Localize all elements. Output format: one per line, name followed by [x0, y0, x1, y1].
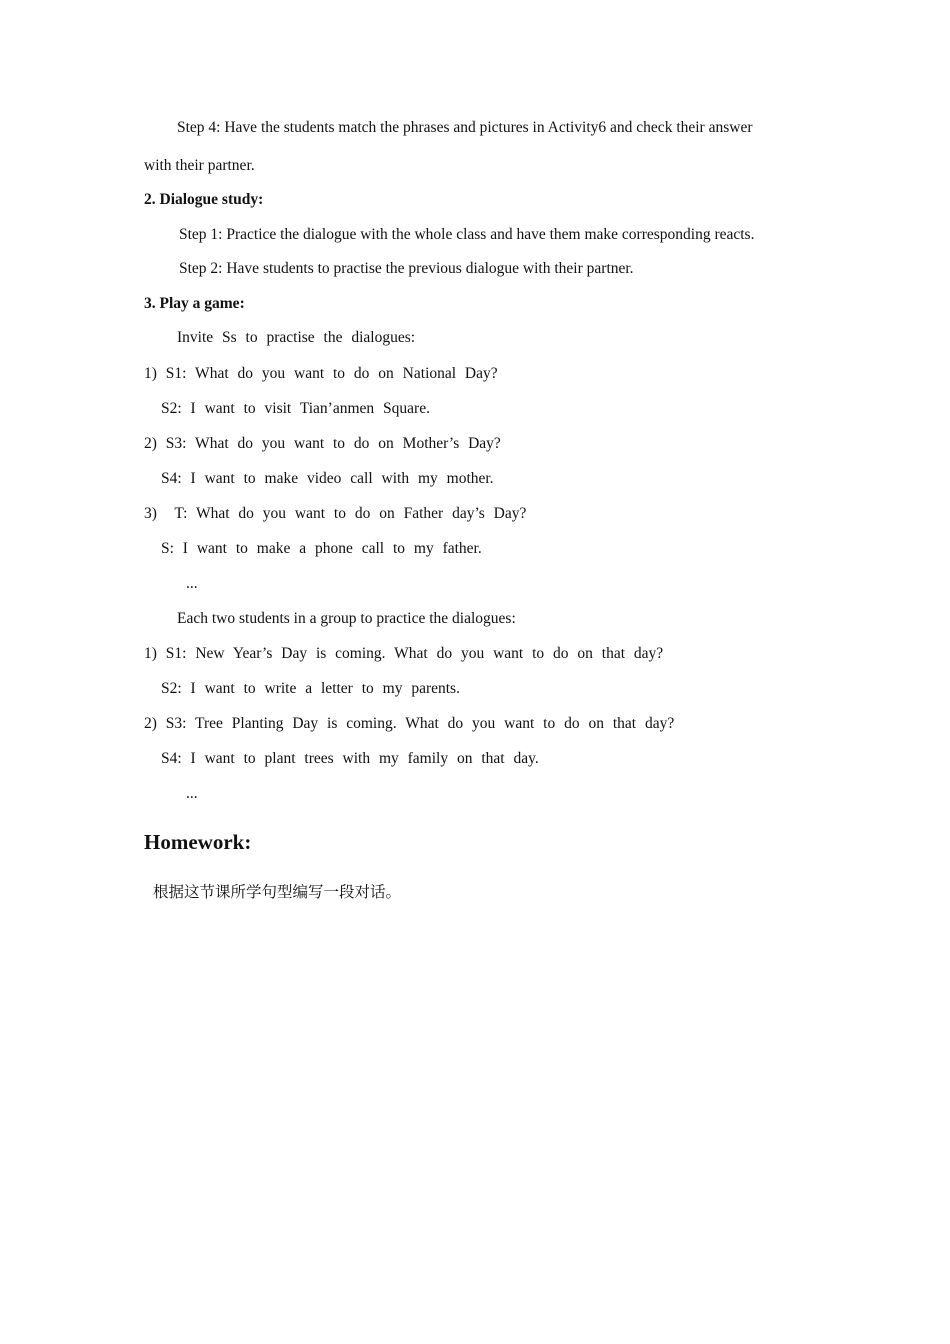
dialogue-2-question: 2) S3: What do you want to do on Mother’s Day? — [144, 435, 501, 452]
homework-heading: Homework: — [144, 830, 252, 854]
invite-instruction: Invite Ss to practise the dialogues: — [177, 329, 416, 346]
group-instruction: Each two students in a group to practice the dialogues: — [177, 610, 516, 627]
section-heading-dialogue-study: 2. Dialogue study: — [144, 191, 264, 208]
ellipsis-1: ... — [186, 575, 198, 592]
dialogue-3-question: 3) T: What do you want to do on Father day’s Day? — [144, 505, 527, 522]
group-dialogue-2-answer: S4: I want to plant trees with my family on that day. — [161, 750, 539, 767]
dialogue-1-answer: S2: I want to visit Tian’anmen Square. — [161, 400, 430, 417]
dialogue-3-answer: S: I want to make a phone call to my father. — [161, 540, 482, 557]
step4-line-1: Step 4: Have the students match the phrases and pictures in Activity6 and check their answer — [177, 119, 753, 136]
section-heading-play-a-game: 3. Play a game: — [144, 295, 245, 312]
dialogue-step-2: Step 2: Have students to practise the previous dialogue with their partner. — [179, 260, 634, 277]
step4-line-2: with their partner. — [144, 157, 255, 174]
group-dialogue-1-answer: S2: I want to write a letter to my parents. — [161, 680, 460, 697]
dialogue-step-1: Step 1: Practice the dialogue with the whole class and have them make corresponding reacts. — [179, 226, 755, 243]
group-dialogue-1-question: 1) S1: New Year’s Day is coming. What do you want to do on that day? — [144, 645, 664, 662]
ellipsis-2: ... — [186, 785, 198, 802]
dialogue-2-answer: S4: I want to make video call with my mother. — [161, 470, 494, 487]
dialogue-1-question: 1) S1: What do you want to do on National Day? — [144, 365, 498, 382]
group-dialogue-2-question: 2) S3: Tree Planting Day is coming. What do you want to do on that day? — [144, 715, 675, 732]
homework-text: 根据这节课所学句型编写一段对话。 — [153, 883, 402, 901]
